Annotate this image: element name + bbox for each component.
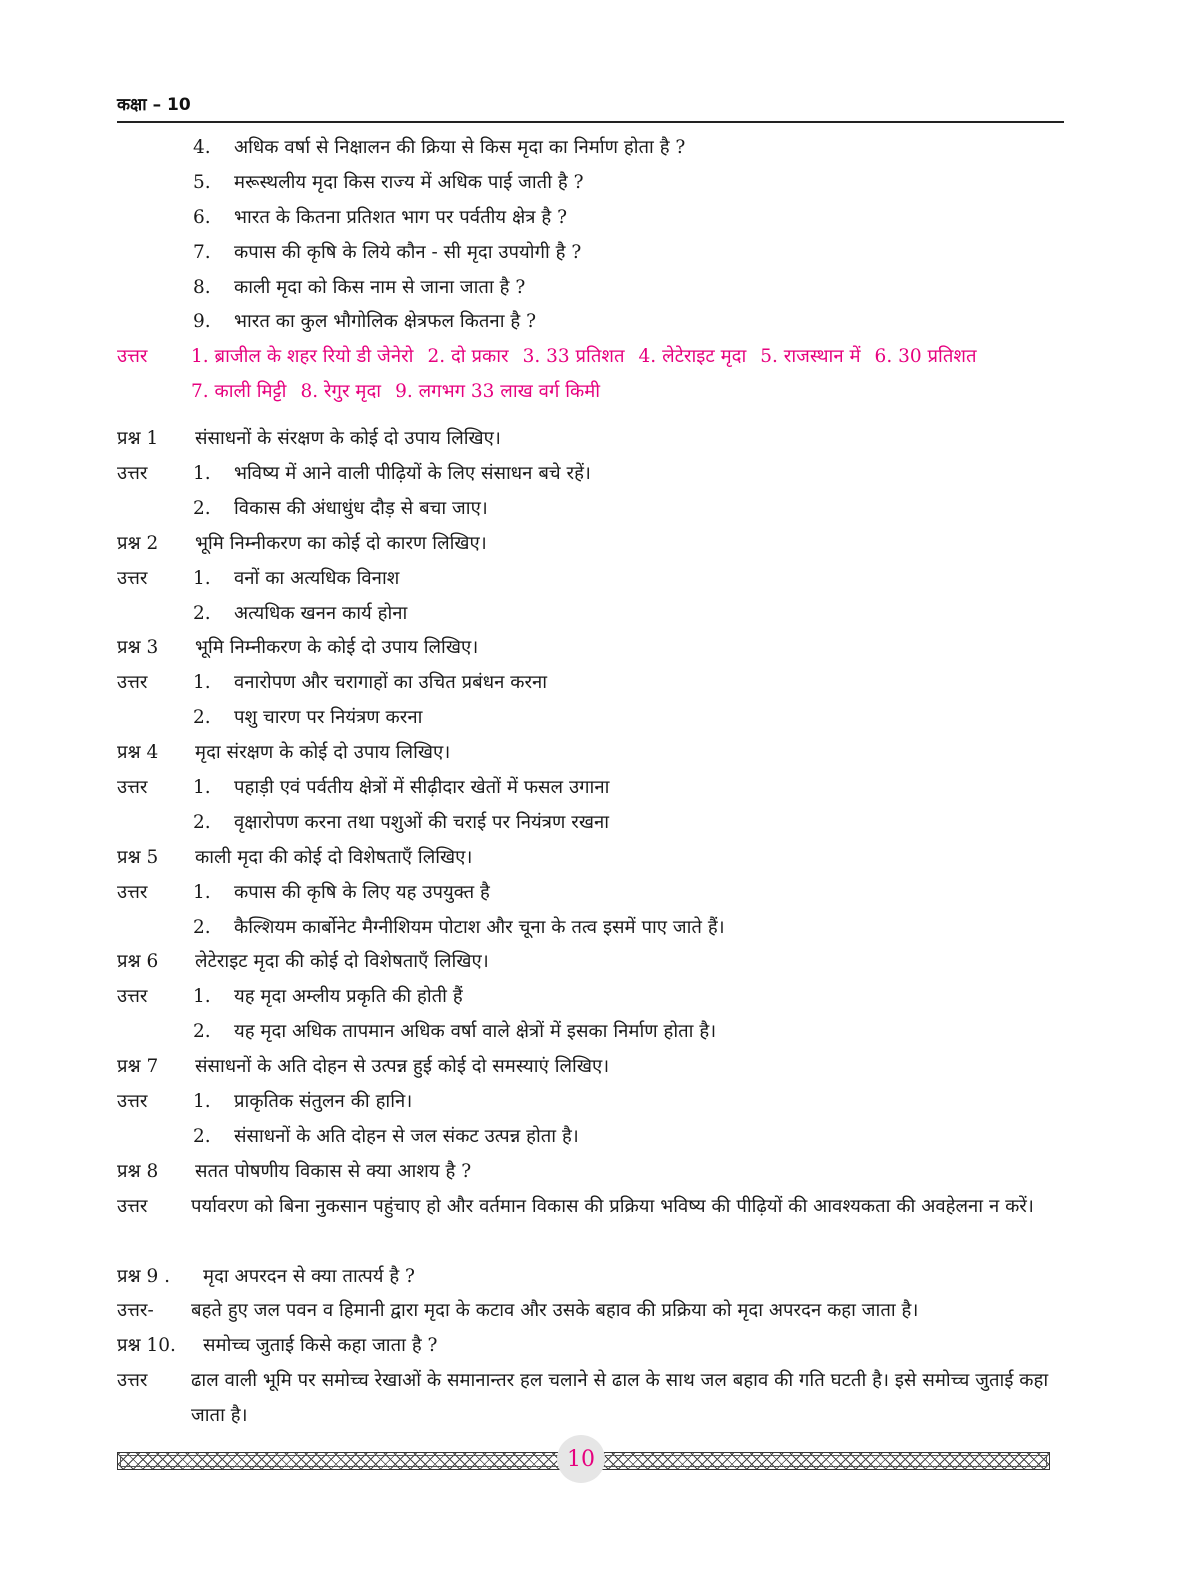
question-row <box>117 736 1064 771</box>
answer-label: उत्तर <box>117 986 148 1008</box>
answer-label: उत्तर <box>117 1370 148 1392</box>
answer-label: उत्तर <box>117 1195 148 1217</box>
short-question <box>117 271 1064 306</box>
question-text: भारत का कुल भौगोलिक क्षेत्रफल कितना है ? <box>234 311 536 333</box>
short-answers-row <box>191 375 614 410</box>
short-question <box>117 236 1064 271</box>
question-number: 4. <box>193 137 211 158</box>
question-text: मरूस्थलीय मृदा किस राज्य में अधिक पाई जाती है ? <box>234 171 584 193</box>
answer-number: 2. <box>193 811 211 833</box>
answer-label: उत्तर- <box>117 1300 154 1322</box>
question-label: प्रश्न 6 <box>117 951 159 973</box>
answer-row <box>117 806 1064 841</box>
short-answers-line-1 <box>117 340 1064 375</box>
question-text: अधिक वर्षा से निक्षालन की क्रिया से किस मृदा का निर्माण होता है ? <box>234 137 686 158</box>
answer-row <box>117 562 1064 597</box>
question-text: सतत पोषणीय विकास से क्या आशय है ? <box>195 1160 472 1182</box>
page-header: कक्षा – 10 <box>117 95 191 115</box>
answer-text: प्राकृतिक संतुलन की हानि। <box>234 1091 413 1113</box>
answer-number: 1. <box>193 986 211 1008</box>
short-answer: 8. रेगुर मृदा <box>300 381 382 403</box>
short-question <box>117 166 1064 201</box>
answer-number: 2. <box>193 707 211 729</box>
answer-text: पहाड़ी एवं पर्वतीय क्षेत्रों में सीढ़ीदार खेतों में फसल उगाना <box>234 777 610 799</box>
question-row <box>117 841 1064 876</box>
answer-text: वृक्षारोपण करना तथा पशुओं की चराई पर नियंत्रण रखना <box>234 811 610 833</box>
answer-text: वनारोपण और चरागाहों का उचित प्रबंधन करना <box>234 672 548 694</box>
question-text: संसाधनों के संरक्षण के कोई दो उपाय लिखिए। <box>195 428 501 450</box>
question-number: 8. <box>193 276 211 298</box>
answer-label: उत्तर <box>117 881 148 903</box>
question-number: 5. <box>193 171 211 193</box>
answer-paragraph: बहते हुए जल पवन व हिमानी द्वारा मृदा के कटाव और उसके बहाव की प्रक्रिया को मृदा अपरदन कहा जाता है। <box>191 1300 919 1322</box>
answer-text: यह मृदा अम्लीय प्रकृति की होती हैं <box>234 986 463 1008</box>
answer-text: संसाधनों के अति दोहन से जल संकट उत्पन्न होता है। <box>234 1125 579 1147</box>
answer-row <box>117 1015 1064 1050</box>
answer-number: 2. <box>193 1125 211 1147</box>
question-row <box>117 1329 1064 1364</box>
question-row <box>117 631 1064 666</box>
answer-row <box>117 666 1064 701</box>
short-answer: 9. लगभग 33 लाख वर्ग किमी <box>395 381 601 403</box>
question-text: मृदा अपरदन से क्या तात्पर्य है ? <box>203 1265 415 1287</box>
short-answer: 5. राजस्थान में <box>760 346 861 368</box>
answer-row <box>117 980 1064 1015</box>
short-question <box>117 305 1064 340</box>
short-answers-line-2 <box>117 375 1064 410</box>
question-label: प्रश्न 7 <box>117 1056 159 1078</box>
question-text: समोच्च जुताई किसे कहा जाता है ? <box>203 1335 438 1357</box>
answer-number: 1. <box>193 672 211 694</box>
answer-paragraph-row <box>117 1294 1064 1329</box>
answer-row <box>117 911 1064 946</box>
answer-label: उत्तर <box>117 463 148 485</box>
answer-number: 1. <box>193 463 211 485</box>
answer-number: 1. <box>193 777 211 799</box>
short-answer: 2. दो प्रकार <box>427 346 509 368</box>
question-label: प्रश्न 3 <box>117 637 159 659</box>
page-number: 10 <box>557 1435 605 1483</box>
question-number: 9. <box>193 311 211 333</box>
question-text: काली मृदा की कोई दो विशेषताएँ लिखिए। <box>195 846 473 868</box>
question-label: प्रश्न 8 <box>117 1160 159 1182</box>
answer-paragraph-row <box>117 1364 1064 1434</box>
short-answers-row <box>191 340 977 375</box>
question-label: प्रश्न 4 <box>117 742 159 764</box>
question-text: संसाधनों के अति दोहन से उत्पन्न हुई कोई दो समस्याएं लिखिए। <box>195 1056 610 1078</box>
question-text: कपास की कृषि के लिये कौन - सी मृदा उपयोगी है ? <box>234 241 582 263</box>
answer-paragraph-row <box>117 1190 1064 1260</box>
question-row <box>117 1050 1064 1085</box>
question-row <box>117 945 1064 980</box>
question-label: प्रश्न 1 <box>117 428 159 450</box>
answer-row <box>117 771 1064 806</box>
answer-text: अत्यधिक खनन कार्य होना <box>234 602 408 624</box>
answer-number: 1. <box>193 567 211 589</box>
answer-row <box>117 597 1064 632</box>
question-label: प्रश्न 9 . <box>117 1265 171 1287</box>
answer-number: 2. <box>193 916 211 938</box>
answer-text: पशु चारण पर नियंत्रण करना <box>234 707 423 729</box>
answer-paragraph: पर्यावरण को बिना नुकसान पहुंचाए हो और वर्तमान विकास की प्रक्रिया भविष्य की पीढ़ियों की आवश्यकता की अवहेलना न करें। <box>191 1195 1034 1217</box>
answer-text: कपास की कृषि के लिए यह उपयुक्त है <box>234 881 490 903</box>
short-answer: 6. 30 प्रतिशत <box>874 346 977 368</box>
question-row <box>117 1155 1064 1190</box>
answer-row <box>117 1085 1064 1120</box>
answer-number: 2. <box>193 602 211 624</box>
answer-text: कैल्शियम कार्बोनेट मैग्नीशियम पोटाश और चूना के तत्व इसमें पाए जाते हैं। <box>234 916 725 938</box>
question-label: प्रश्न 10. <box>117 1335 176 1357</box>
question-text: लेटेराइट मृदा की कोई दो विशेषताएँ लिखिए। <box>195 951 489 973</box>
answer-label: उत्तर <box>117 672 148 694</box>
question-text: भूमि निम्नीकरण के कोई दो उपाय लिखिए। <box>195 637 479 659</box>
answer-label: उत्तर <box>117 777 148 799</box>
header-rule <box>117 121 1064 123</box>
short-answer: 4. लेटेराइट मृदा <box>638 346 747 368</box>
question-number: 6. <box>193 206 211 228</box>
answer-row <box>117 701 1064 736</box>
short-answer: 3. 33 प्रतिशत <box>522 346 625 368</box>
answer-label: उत्तर <box>117 346 148 368</box>
answer-label: उत्तर <box>117 1091 148 1113</box>
answer-row <box>117 876 1064 911</box>
question-number: 7. <box>193 241 211 263</box>
answer-row <box>117 492 1064 527</box>
answer-label: उत्तर <box>117 567 148 589</box>
question-row <box>117 527 1064 562</box>
answer-number: 2. <box>193 497 211 519</box>
answer-row <box>117 1120 1064 1155</box>
short-answer: 1. ब्राजील के शहर रियो डी जेनेरो <box>191 346 414 368</box>
short-answer: 7. काली मिट्टी <box>191 381 287 403</box>
question-row <box>117 1260 1064 1295</box>
answer-text: भविष्य में आने वाली पीढ़ियों के लिए संसाधन बचे रहें। <box>234 463 591 485</box>
answer-text: विकास की अंधाधुंध दौड़ से बचा जाए। <box>234 497 488 519</box>
answer-number: 2. <box>193 1021 211 1043</box>
answer-text: यह मृदा अधिक तापमान अधिक वर्षा वाले क्षेत्रों में इसका निर्माण होता है। <box>234 1021 717 1043</box>
answer-number: 1. <box>193 881 211 903</box>
short-question <box>117 131 1064 166</box>
question-row <box>117 422 1064 457</box>
question-text: भारत के कितना प्रतिशत भाग पर पर्वतीय क्षेत्र है ? <box>234 206 568 228</box>
question-text: मृदा संरक्षण के कोई दो उपाय लिखिए। <box>195 742 451 764</box>
question-text: भूमि निम्नीकरण का कोई दो कारण लिखिए। <box>195 532 487 554</box>
short-question <box>117 201 1064 236</box>
answer-row <box>117 457 1064 492</box>
answer-text: वनों का अत्यधिक विनाश <box>234 567 400 589</box>
answer-number: 1. <box>193 1091 211 1113</box>
question-label: प्रश्न 2 <box>117 532 159 554</box>
page-content <box>117 131 1064 1434</box>
answer-paragraph: ढाल वाली भूमि पर समोच्च रेखाओं के समानान्तर हल चलाने से ढाल के साथ जल बहाव की गति घटती है। इसे समोच्च जुताई कहा जाता है। <box>191 1370 1049 1427</box>
question-label: प्रश्न 5 <box>117 846 159 868</box>
question-text: काली मृदा को किस नाम से जाना जाता है ? <box>234 276 526 298</box>
